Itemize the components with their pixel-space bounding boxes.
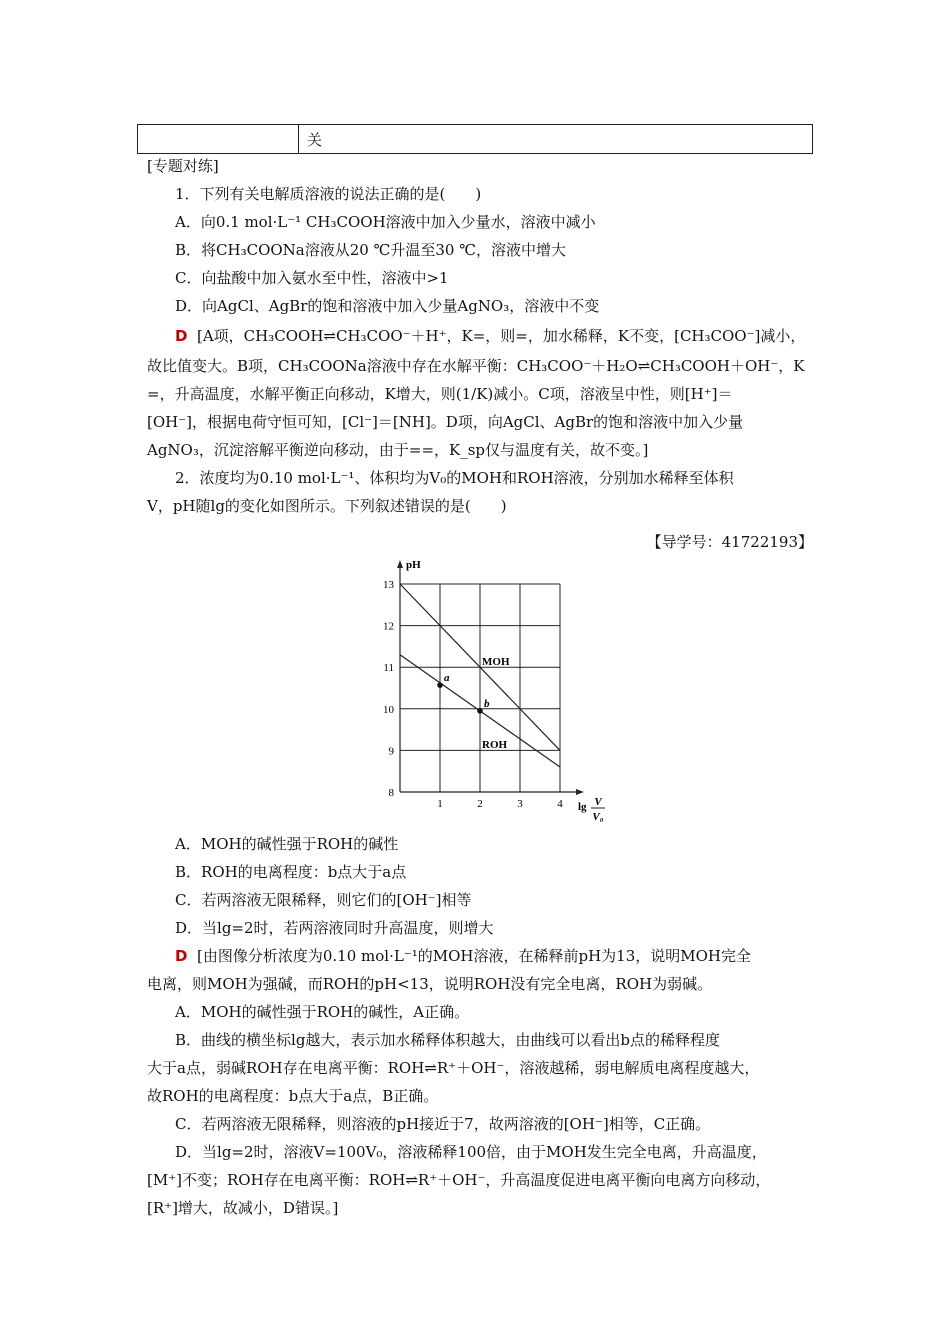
point-b bbox=[477, 708, 483, 714]
q2-explanation-line: 大于a点，弱碱ROH存在电离平衡：ROH⇌R⁺＋OH⁻，溶液越稀，弱电解质电离程度越大， bbox=[147, 1059, 760, 1077]
q2-stem: V，pH随lg的变化如图所示。下列叙述错误的是( ) bbox=[147, 497, 507, 515]
x-axis-label-lg: lg bbox=[578, 801, 587, 813]
q1-answer: D bbox=[175, 327, 188, 345]
y-axis-label: pH bbox=[406, 559, 421, 571]
guide-number: 【导学号：41722193】 bbox=[646, 533, 813, 551]
x-tick-label: 2 bbox=[477, 798, 483, 810]
q1-option-c: C．向盐酸中加入氨水至中性，溶液中>1 bbox=[175, 269, 449, 287]
y-tick-label: 13 bbox=[383, 579, 394, 591]
section-label: [专题对练] bbox=[147, 157, 219, 175]
q2-option-a: A．MOH的碱性强于ROH的碱性 bbox=[175, 835, 399, 853]
x-axis-label-num: V bbox=[594, 796, 602, 808]
y-tick-label: 11 bbox=[383, 662, 394, 675]
q1-explanation-line: =，升高温度，水解平衡正向移动，K增大，则(1/K)减小。C项，溶液呈中性，则[H⁺]＝ bbox=[147, 385, 733, 403]
q1-stem: 1．下列有关电解质溶液的说法正确的是( ) bbox=[175, 185, 482, 203]
chart-labels bbox=[406, 559, 605, 823]
series-label-roh: ROH bbox=[482, 739, 508, 752]
point-label-b: b bbox=[484, 697, 490, 710]
q2-option-c: C．若两溶液无限稀释，则它们的[OH⁻]相等 bbox=[175, 891, 472, 909]
q1-explanation-line: [OH⁻]，根据电荷守恒可知，[Cl⁻]＝[NH]。D项，向AgCl、AgBr的饱和溶液中加入少量 bbox=[147, 413, 744, 431]
x-tick-label: 1 bbox=[437, 798, 443, 810]
q2-explanation-line: [R⁺]增大，故减小，D错误。] bbox=[147, 1199, 339, 1217]
x-axis-label-den: V₀ bbox=[592, 811, 604, 823]
q1-option-d: D．向AgCl、AgBr的饱和溶液中加入少量AgNO₃，溶液中不变 bbox=[175, 297, 600, 315]
y-tick-label: 9 bbox=[388, 745, 394, 758]
q2-explanation-line: 故ROH的电离程度：b点大于a点，B正确。 bbox=[147, 1087, 439, 1105]
series-label-moh: MOH bbox=[482, 655, 510, 668]
y-axis-arrow bbox=[397, 560, 403, 568]
q2-stem: 2．浓度均为0.10 mol·L⁻¹、体积均为V₀的MOH和ROH溶液，分别加水稀释至体积 bbox=[175, 469, 734, 487]
q2-explanation-line: A．MOH的碱性强于ROH的碱性，A正确。 bbox=[175, 1003, 470, 1021]
ph-dilution-chart bbox=[372, 556, 622, 831]
table-cell: 关 bbox=[298, 125, 812, 153]
chart-ticks bbox=[383, 579, 563, 810]
q2-option-b: B．ROH的电离程度：b点大于a点 bbox=[175, 863, 407, 881]
y-tick-label: 8 bbox=[388, 787, 394, 799]
q1-option-b: B．将CH₃COONa溶液从20 ℃升温至30 ℃，溶液中增大 bbox=[175, 241, 567, 259]
q2-explanation-line: [M⁺]不变；ROH存在电离平衡：ROH⇌R⁺＋OH⁻，升高温度促进电离平衡向电离方向移动， bbox=[147, 1171, 771, 1189]
q2-explanation-line: C．若两溶液无限稀释，则溶液的pH接近于7，故两溶液的[OH⁻]相等，C正确。 bbox=[175, 1115, 711, 1133]
q2-explanation-line: B．曲线的横坐标lg越大，表示加水稀释体积越大，由曲线可以看出b点的稀释程度 bbox=[175, 1031, 721, 1049]
q1-option-a: A．向0.1 mol·L⁻¹ CH₃COOH溶液中加入少量水，溶液中减小 bbox=[175, 213, 596, 231]
x-axis-arrow bbox=[576, 789, 584, 795]
x-axis-label bbox=[578, 796, 605, 823]
q2-explanation-line: 电离，则MOH为强碱，而ROH的pH<13，说明ROH没有完全电离，ROH为弱碱。 bbox=[147, 975, 713, 993]
q2-option-d: D．当lg=2时，若两溶液同时升高温度，则增大 bbox=[175, 919, 494, 937]
q2-explanation-line: D．当lg=2时，溶液V=100V₀，溶液稀释100倍，由于MOH发生完全电离，升高温度， bbox=[175, 1143, 767, 1161]
chart-grid bbox=[400, 584, 560, 792]
y-tick-label: 12 bbox=[383, 620, 394, 633]
point-label-a: a bbox=[444, 672, 450, 685]
q2-answer: D bbox=[175, 947, 188, 965]
q1-explanation-line: AgNO₃，沉淀溶解平衡逆向移动，由于==，K_sp仅与温度有关，故不变。] bbox=[147, 441, 649, 459]
point-a bbox=[437, 682, 443, 688]
x-tick-label: 4 bbox=[557, 798, 563, 810]
header-table bbox=[137, 124, 813, 154]
q1-explanation-line: 故比值变大。B项，CH₃COONa溶液中存在水解平衡：CH₃COO⁻＋H₂O⇌CH₃COOH＋OH⁻，K bbox=[147, 357, 805, 375]
x-tick-label: 3 bbox=[517, 798, 523, 810]
q2-explanation-line: D [由图像分析浓度为0.10 mol·L⁻¹的MOH溶液，在稀释前pH为13，说明MOH完全 bbox=[175, 947, 751, 965]
q1-explanation-line: D [A项，CH₃COOH⇌CH₃COO⁻＋H⁺，K=，则=，加水稀释，K不变，[CH₃COO⁻]减小， bbox=[175, 327, 806, 345]
y-tick-label: 10 bbox=[383, 703, 394, 716]
